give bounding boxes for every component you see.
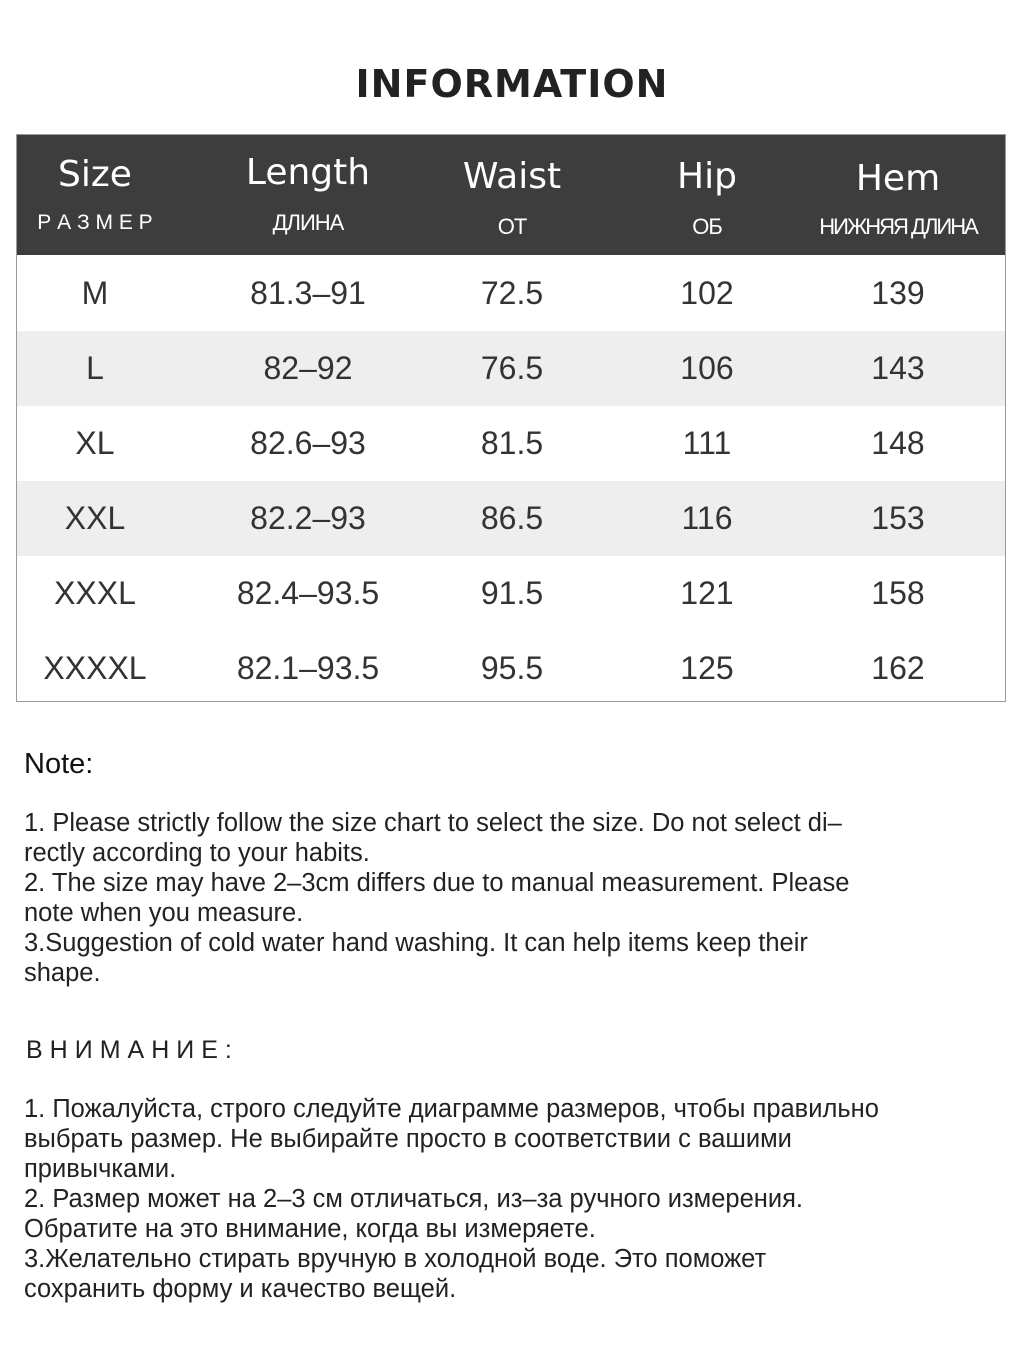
hip-cell: 125 [680,650,734,686]
hip-cell: 106 [680,350,734,386]
size-cell: XXXL [54,575,136,611]
header-waist [412,135,612,255]
size-cell: XL [75,425,115,461]
ru-note-line: Обратите на это внимание, когда вы измеряете. [24,1215,596,1243]
length-cell: 82–92 [263,350,353,386]
length-cell: 82.6–93 [250,425,366,461]
note-line: 1. Please strictly follow the size chart to select the size. Do not select di– [24,809,842,837]
table-row [17,406,1005,481]
table-row [17,481,1005,556]
length-cell: 81.3–91 [250,275,366,311]
header-hip-en: Hip [677,156,737,197]
hip-cell: 102 [680,275,734,311]
note-heading: Note: [24,748,94,780]
hem-cell: 143 [871,350,925,386]
size-cell: XXL [64,500,126,536]
ru-note-line: 3.Желательно стирать вручную в холодной воде. Это поможет [24,1245,767,1273]
hip-cell: 121 [680,575,734,611]
note-line: shape. [24,959,101,987]
waist-cell: 72.5 [480,275,544,311]
hem-cell: 148 [871,425,925,461]
length-cell: 82.2–93 [250,500,366,536]
hem-cell: 162 [871,650,925,686]
header-length [208,135,408,255]
table-row [17,631,1005,706]
ru-note-text [24,1094,994,1304]
note-line: 3.Suggestion of cold water hand washing. It can help items keep their [24,929,808,957]
note-text [24,808,984,988]
size-cell: M [81,275,109,311]
ru-note-line: привычками. [24,1155,177,1183]
header-size [17,135,173,255]
waist-cell: 91.5 [480,575,544,611]
waist-cell: 95.5 [480,650,544,686]
ru-note-line: выбрать размер. Не выбирайте просто в соответствии с вашими [24,1125,792,1153]
note-line: rectly according to your habits. [24,839,370,867]
table-row [17,556,1005,631]
ru-note-line: 1. Пожалуйста, строго следуйте диаграмме размеров, чтобы правильно [24,1095,879,1123]
note-line: 2. The size may have 2–3cm differs due to manual measurement. Please [24,869,850,897]
note-line: note when you measure. [24,899,304,927]
hip-cell: 111 [682,425,732,461]
table-row [17,256,1005,331]
hem-cell: 158 [871,575,925,611]
waist-cell: 81.5 [480,425,544,461]
waist-cell: 76.5 [480,350,544,386]
ru-note-line: 2. Размер может на 2–3 см отличаться, из–за ручного измерения. [24,1185,803,1213]
hem-cell: 153 [871,500,925,536]
page-title: INFORMATION [355,62,669,106]
size-cell: L [86,350,104,386]
header-length-en: Length [245,152,371,193]
header-hem-en: Hem [855,158,941,199]
table-header [17,135,1005,255]
hem-cell: 139 [871,275,925,311]
header-hip [607,135,807,255]
table-row [17,331,1005,406]
waist-cell: 86.5 [480,500,544,536]
header-size-en: Size [58,154,132,195]
header-hem-ru: НИЖНЯЯ ДЛИНА [819,214,977,239]
header-waist-ru: ОТ [497,214,527,239]
ru-note-heading: ВНИМАНИЕ: [26,1036,239,1064]
header-hem [798,135,998,255]
hip-cell: 116 [681,500,733,536]
header-waist-en: Waist [462,156,562,197]
size-chart-table [16,134,1006,702]
header-length-ru: ДЛИНА [272,210,344,235]
size-cell: XXXXL [43,650,147,686]
header-size-ru: Р А З М Е Р [37,211,153,234]
length-cell: 82.4–93.5 [236,575,380,611]
header-hip-ru: ОБ [692,214,722,239]
length-cell: 82.1–93.5 [236,650,380,686]
ru-note-line: сохранить форму и качество вещей. [24,1275,457,1303]
